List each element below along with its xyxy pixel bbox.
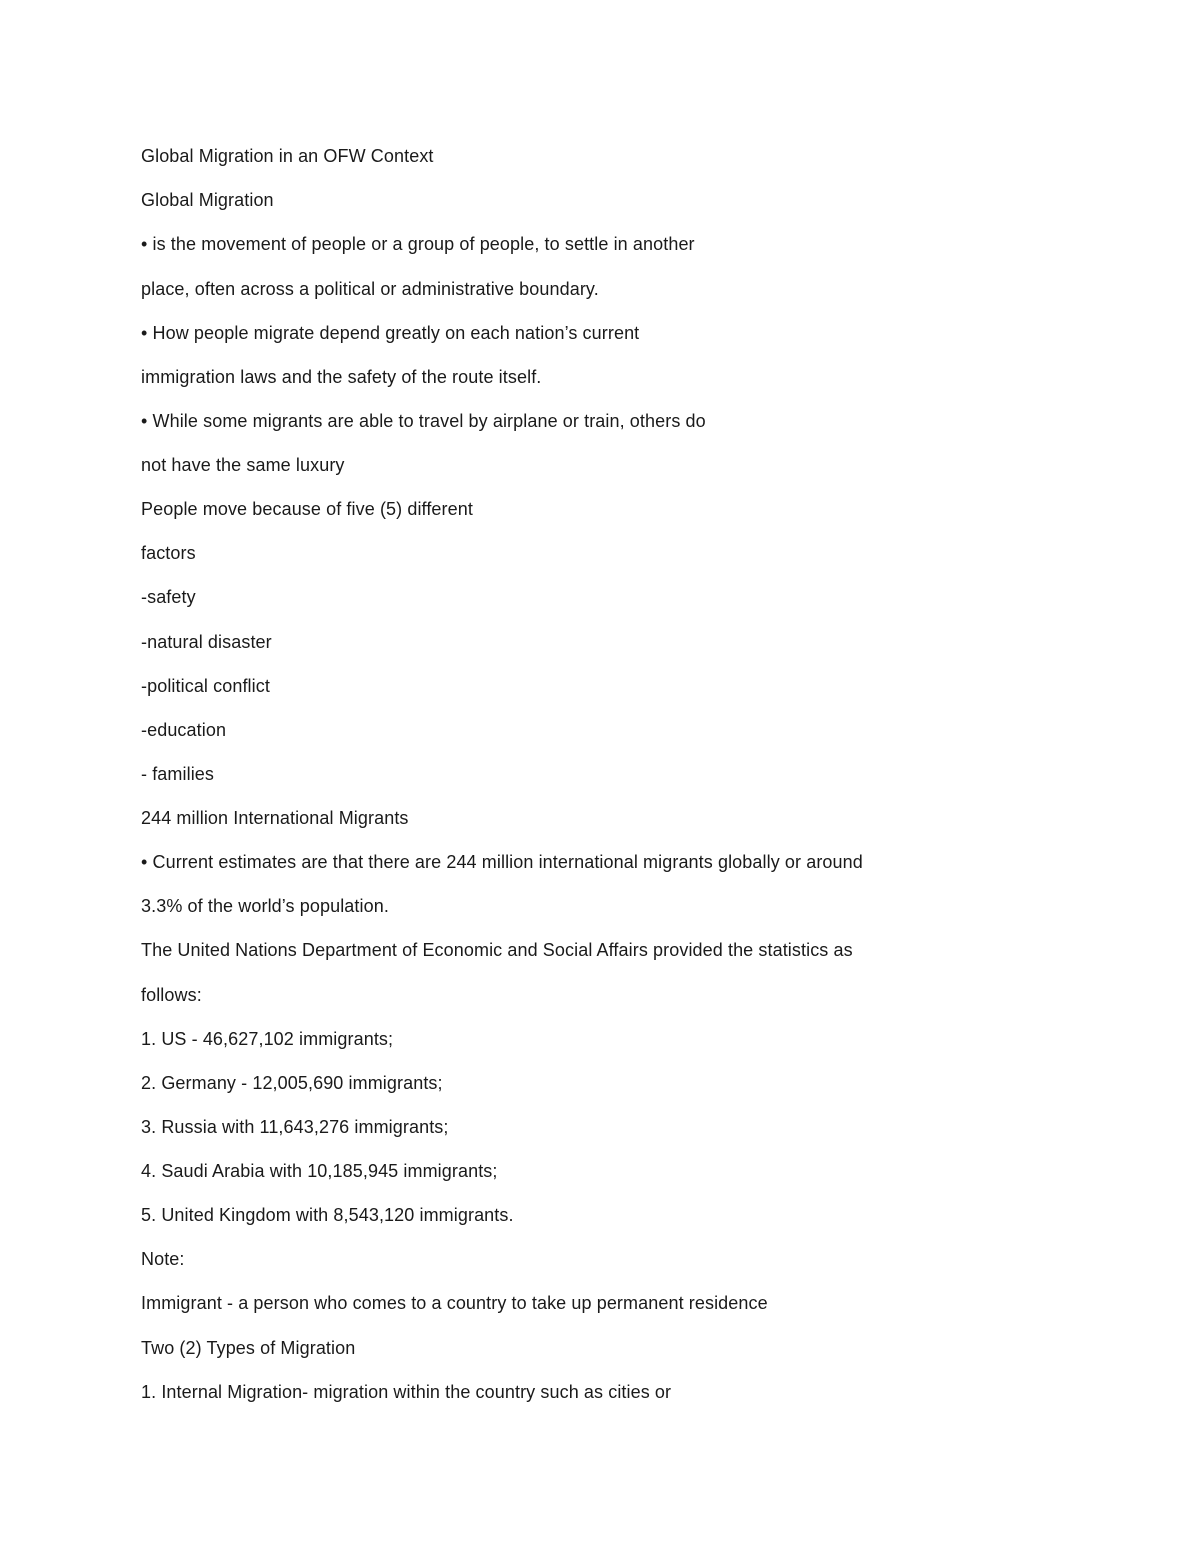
list-item: 3. Russia with 11,643,276 immigrants; — [141, 1117, 449, 1137]
text-line: follows: — [141, 985, 202, 1005]
factor-item: -political conflict — [141, 676, 270, 696]
factor-item: - families — [141, 764, 215, 784]
factor-item: -safety — [141, 587, 196, 607]
note-label: Note: — [141, 1249, 185, 1269]
section-heading: Two (2) Types of Migration — [141, 1338, 356, 1358]
bullet-line: • is the movement of people or a group of people, to settle in another — [141, 234, 695, 254]
list-item: 4. Saudi Arabia with 10,185,945 immigrants; — [141, 1161, 498, 1181]
text-line: immigration laws and the safety of the route itself. — [141, 367, 542, 387]
bullet-line: • How people migrate depend greatly on each nation’s current — [141, 323, 640, 343]
definition-line: Immigrant - a person who comes to a country to take up permanent residence — [141, 1293, 768, 1313]
factor-item: -natural disaster — [141, 632, 272, 652]
factor-item: -education — [141, 720, 227, 740]
text-line: factors — [141, 543, 196, 563]
bullet-line: • Current estimates are that there are 244 million international migrants globally or around — [141, 852, 863, 872]
text-line: The United Nations Department of Economic and Social Affairs provided the statistics as — [141, 940, 853, 960]
document-title: Global Migration in an OFW Context — [141, 146, 434, 166]
list-item: 5. United Kingdom with 8,543,120 immigrants. — [141, 1205, 514, 1225]
list-item: 2. Germany - 12,005,690 immigrants; — [141, 1073, 443, 1093]
text-line: place, often across a political or administrative boundary. — [141, 279, 599, 299]
list-item: 1. US - 46,627,102 immigrants; — [141, 1029, 394, 1049]
text-line: 3.3% of the world’s population. — [141, 896, 389, 916]
section-heading: Global Migration — [141, 190, 274, 210]
list-item: 1. Internal Migration- migration within the country such as cities or — [141, 1382, 672, 1402]
text-line: People move because of five (5) different — [141, 499, 473, 519]
section-heading: 244 million International Migrants — [141, 808, 409, 828]
bullet-line: • While some migrants are able to travel by airplane or train, others do — [141, 411, 706, 431]
text-line: not have the same luxury — [141, 455, 345, 475]
